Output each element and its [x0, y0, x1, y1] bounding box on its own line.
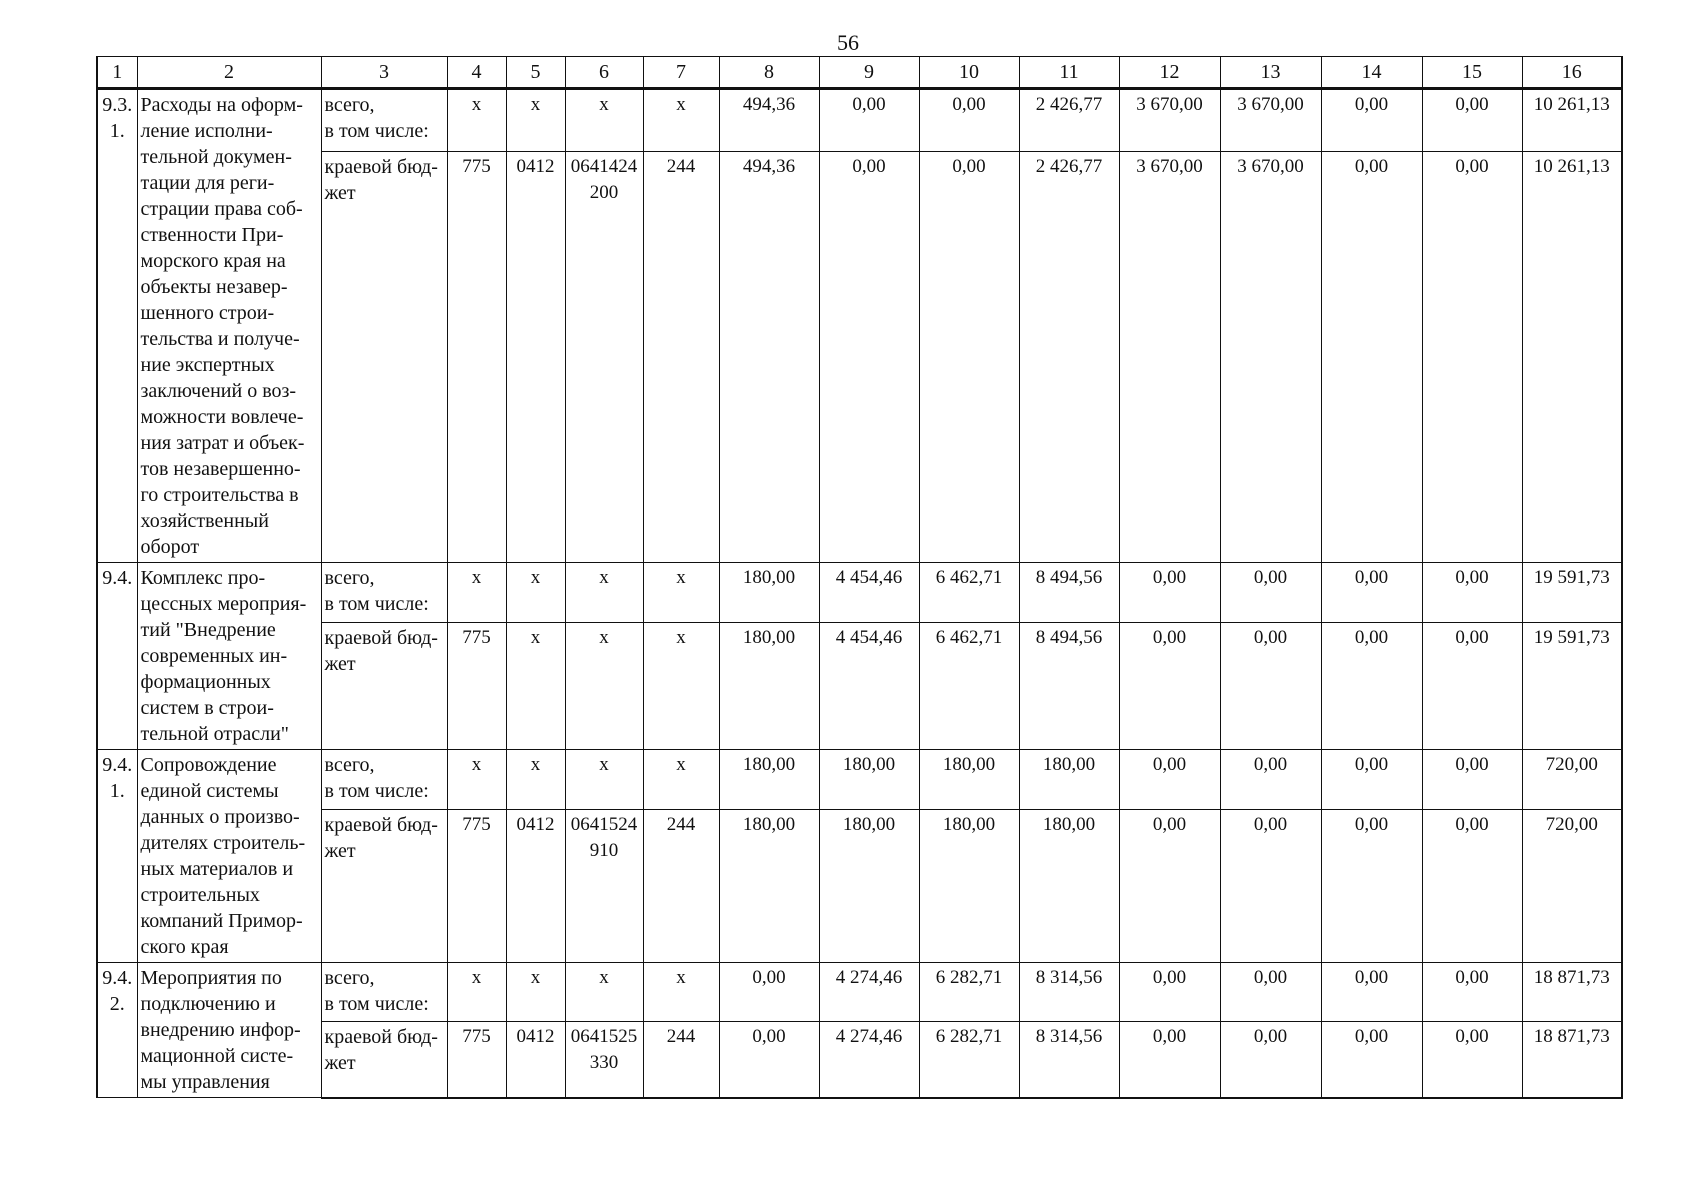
- amount-year: 8 314,56: [1019, 1021, 1119, 1097]
- ministry-code: 775: [447, 1021, 506, 1097]
- amount-year: 180,00: [719, 750, 819, 810]
- column-header: 14: [1321, 57, 1422, 89]
- budget-table: [96, 56, 1623, 1099]
- target-article-code: 0641524 910: [565, 809, 643, 962]
- amount-year: 0,00: [919, 151, 1019, 562]
- amount-year: 180,00: [719, 563, 819, 623]
- amount-year: 0,00: [1321, 151, 1422, 562]
- amount-total: 19 591,73: [1522, 563, 1622, 623]
- target-article-code: х: [565, 750, 643, 810]
- column-header: 3: [321, 57, 447, 89]
- amount-year: 0,00: [1119, 1021, 1220, 1097]
- amount-year: 0,00: [1119, 622, 1220, 749]
- amount-year: 180,00: [819, 809, 919, 962]
- section-code: х: [506, 622, 565, 749]
- amount-year: 0,00: [1422, 622, 1522, 749]
- row-number: 9.3. 1.: [97, 89, 137, 563]
- amount-year: 4 454,46: [819, 563, 919, 623]
- funding-source: краевой бюд-жет: [321, 809, 447, 962]
- target-article-code: 0641525 330: [565, 1021, 643, 1097]
- table-row-budget: [97, 151, 1622, 562]
- amount-year: 6 282,71: [919, 963, 1019, 1022]
- column-header: 15: [1422, 57, 1522, 89]
- row-number: 9.4. 2.: [97, 963, 137, 1098]
- amount-year: 4 454,46: [819, 622, 919, 749]
- amount-year: 0,00: [719, 1021, 819, 1097]
- activity-name: Расходы на оформ-ление исполни-тельной докумен-тации для реги-страции права соб-ственности При-морского края на объекты незавер-шенного строи-тельства и получе-ние экспертных заключений о воз-можности вовлече-ния затрат и объек-тов незавершенно-го строительства в хозяйственный оборот: [137, 89, 321, 563]
- column-header: 4: [447, 57, 506, 89]
- amount-year: 180,00: [719, 622, 819, 749]
- funding-source: всего, в том числе:: [321, 563, 447, 623]
- table-row-total: [97, 750, 1622, 810]
- header-row: [97, 57, 1622, 89]
- table-row-total: [97, 963, 1622, 1022]
- amount-year: 3 670,00: [1119, 89, 1220, 152]
- target-article-code: х: [565, 622, 643, 749]
- ministry-code: х: [447, 750, 506, 810]
- amount-year: 6 462,71: [919, 622, 1019, 749]
- amount-total: 720,00: [1522, 809, 1622, 962]
- funding-source: краевой бюд-жет: [321, 622, 447, 749]
- amount-year: 0,00: [1422, 563, 1522, 623]
- expense-type-code: х: [643, 563, 719, 623]
- funding-source: краевой бюд-жет: [321, 1021, 447, 1097]
- amount-year: 0,00: [1220, 963, 1321, 1022]
- target-article-code: х: [565, 563, 643, 623]
- ministry-code: х: [447, 963, 506, 1022]
- table-row-total: [97, 89, 1622, 152]
- expense-type-code: х: [643, 963, 719, 1022]
- target-article-code: х: [565, 963, 643, 1022]
- ministry-code: 775: [447, 151, 506, 562]
- amount-year: 0,00: [719, 963, 819, 1022]
- amount-year: 0,00: [1220, 1021, 1321, 1097]
- ministry-code: 775: [447, 622, 506, 749]
- column-header: 2: [137, 57, 321, 89]
- column-header: 7: [643, 57, 719, 89]
- expense-type-code: 244: [643, 151, 719, 562]
- amount-year: 0,00: [1321, 622, 1422, 749]
- amount-year: 4 274,46: [819, 963, 919, 1022]
- activity-name: Мероприятия по подключению и внедрению инфор-мационной систе-мы управления: [137, 963, 321, 1098]
- funding-source: краевой бюд-жет: [321, 151, 447, 562]
- table-row-budget: [97, 1021, 1622, 1097]
- activity-name: Комплекс про-цессных мероприя-тий "Внедрение современных ин-формационных систем в строи-тельной отрасли": [137, 563, 321, 750]
- amount-year: 180,00: [919, 750, 1019, 810]
- table-row-budget: [97, 809, 1622, 962]
- amount-year: 2 426,77: [1019, 151, 1119, 562]
- amount-year: 0,00: [1220, 809, 1321, 962]
- amount-year: 0,00: [1422, 809, 1522, 962]
- column-header: 10: [919, 57, 1019, 89]
- column-header: 6: [565, 57, 643, 89]
- amount-year: 0,00: [1422, 1021, 1522, 1097]
- amount-year: 3 670,00: [1220, 89, 1321, 152]
- amount-total: 10 261,13: [1522, 151, 1622, 562]
- section-code: х: [506, 963, 565, 1022]
- column-header: 9: [819, 57, 919, 89]
- expense-type-code: х: [643, 622, 719, 749]
- amount-year: 0,00: [1422, 89, 1522, 152]
- amount-year: 0,00: [1220, 750, 1321, 810]
- amount-year: 494,36: [719, 89, 819, 152]
- section-code: х: [506, 563, 565, 623]
- amount-year: 3 670,00: [1119, 151, 1220, 562]
- expense-type-code: 244: [643, 809, 719, 962]
- amount-year: 180,00: [1019, 809, 1119, 962]
- column-header: 11: [1019, 57, 1119, 89]
- amount-year: 0,00: [819, 89, 919, 152]
- page-number: 56: [837, 30, 859, 55]
- target-article-code: х: [565, 89, 643, 152]
- amount-year: 0,00: [1321, 1021, 1422, 1097]
- amount-year: 0,00: [1119, 963, 1220, 1022]
- table-row-budget: [97, 622, 1622, 749]
- section-code: 0412: [506, 809, 565, 962]
- amount-year: 8 494,56: [1019, 563, 1119, 623]
- amount-year: 494,36: [719, 151, 819, 562]
- amount-year: 0,00: [1422, 750, 1522, 810]
- amount-year: 8 314,56: [1019, 963, 1119, 1022]
- amount-total: 10 261,13: [1522, 89, 1622, 152]
- amount-year: 0,00: [1422, 963, 1522, 1022]
- activity-name: Сопровождение единой системы данных о произво-дителях строитель-ных материалов и строительных компаний Примор-ского края: [137, 750, 321, 963]
- amount-year: 0,00: [919, 89, 1019, 152]
- row-number: 9.4.: [97, 563, 137, 750]
- amount-year: 0,00: [1220, 563, 1321, 623]
- amount-year: 6 282,71: [919, 1021, 1019, 1097]
- amount-total: 18 871,73: [1522, 1021, 1622, 1097]
- amount-year: 0,00: [1422, 151, 1522, 562]
- section-code: 0412: [506, 151, 565, 562]
- amount-year: 3 670,00: [1220, 151, 1321, 562]
- amount-year: 8 494,56: [1019, 622, 1119, 749]
- amount-year: 180,00: [919, 809, 1019, 962]
- amount-year: 6 462,71: [919, 563, 1019, 623]
- amount-year: 2 426,77: [1019, 89, 1119, 152]
- amount-total: 18 871,73: [1522, 963, 1622, 1022]
- amount-year: 0,00: [1119, 809, 1220, 962]
- amount-total: 19 591,73: [1522, 622, 1622, 749]
- amount-year: 0,00: [1321, 89, 1422, 152]
- row-number: 9.4. 1.: [97, 750, 137, 963]
- amount-total: 720,00: [1522, 750, 1622, 810]
- funding-source: всего, в том числе:: [321, 963, 447, 1022]
- expense-type-code: х: [643, 89, 719, 152]
- funding-source: всего, в том числе:: [321, 750, 447, 810]
- amount-year: 4 274,46: [819, 1021, 919, 1097]
- expense-type-code: 244: [643, 1021, 719, 1097]
- funding-source: всего, в том числе:: [321, 89, 447, 152]
- ministry-code: х: [447, 563, 506, 623]
- amount-year: 180,00: [819, 750, 919, 810]
- target-article-code: 0641424 200: [565, 151, 643, 562]
- amount-year: 0,00: [819, 151, 919, 562]
- column-header: 12: [1119, 57, 1220, 89]
- ministry-code: 775: [447, 809, 506, 962]
- amount-year: 0,00: [1321, 750, 1422, 810]
- column-header: 8: [719, 57, 819, 89]
- amount-year: 0,00: [1119, 563, 1220, 623]
- amount-year: 180,00: [1019, 750, 1119, 810]
- column-header: 1: [97, 57, 137, 89]
- section-code: 0412: [506, 1021, 565, 1097]
- expense-type-code: х: [643, 750, 719, 810]
- amount-year: 0,00: [1119, 750, 1220, 810]
- amount-year: 180,00: [719, 809, 819, 962]
- section-code: х: [506, 89, 565, 152]
- column-header: 16: [1522, 57, 1622, 89]
- column-header: 13: [1220, 57, 1321, 89]
- column-header: 5: [506, 57, 565, 89]
- amount-year: 0,00: [1321, 563, 1422, 623]
- amount-year: 0,00: [1220, 622, 1321, 749]
- table-row-total: [97, 563, 1622, 623]
- amount-year: 0,00: [1321, 809, 1422, 962]
- section-code: х: [506, 750, 565, 810]
- amount-year: 0,00: [1321, 963, 1422, 1022]
- ministry-code: х: [447, 89, 506, 152]
